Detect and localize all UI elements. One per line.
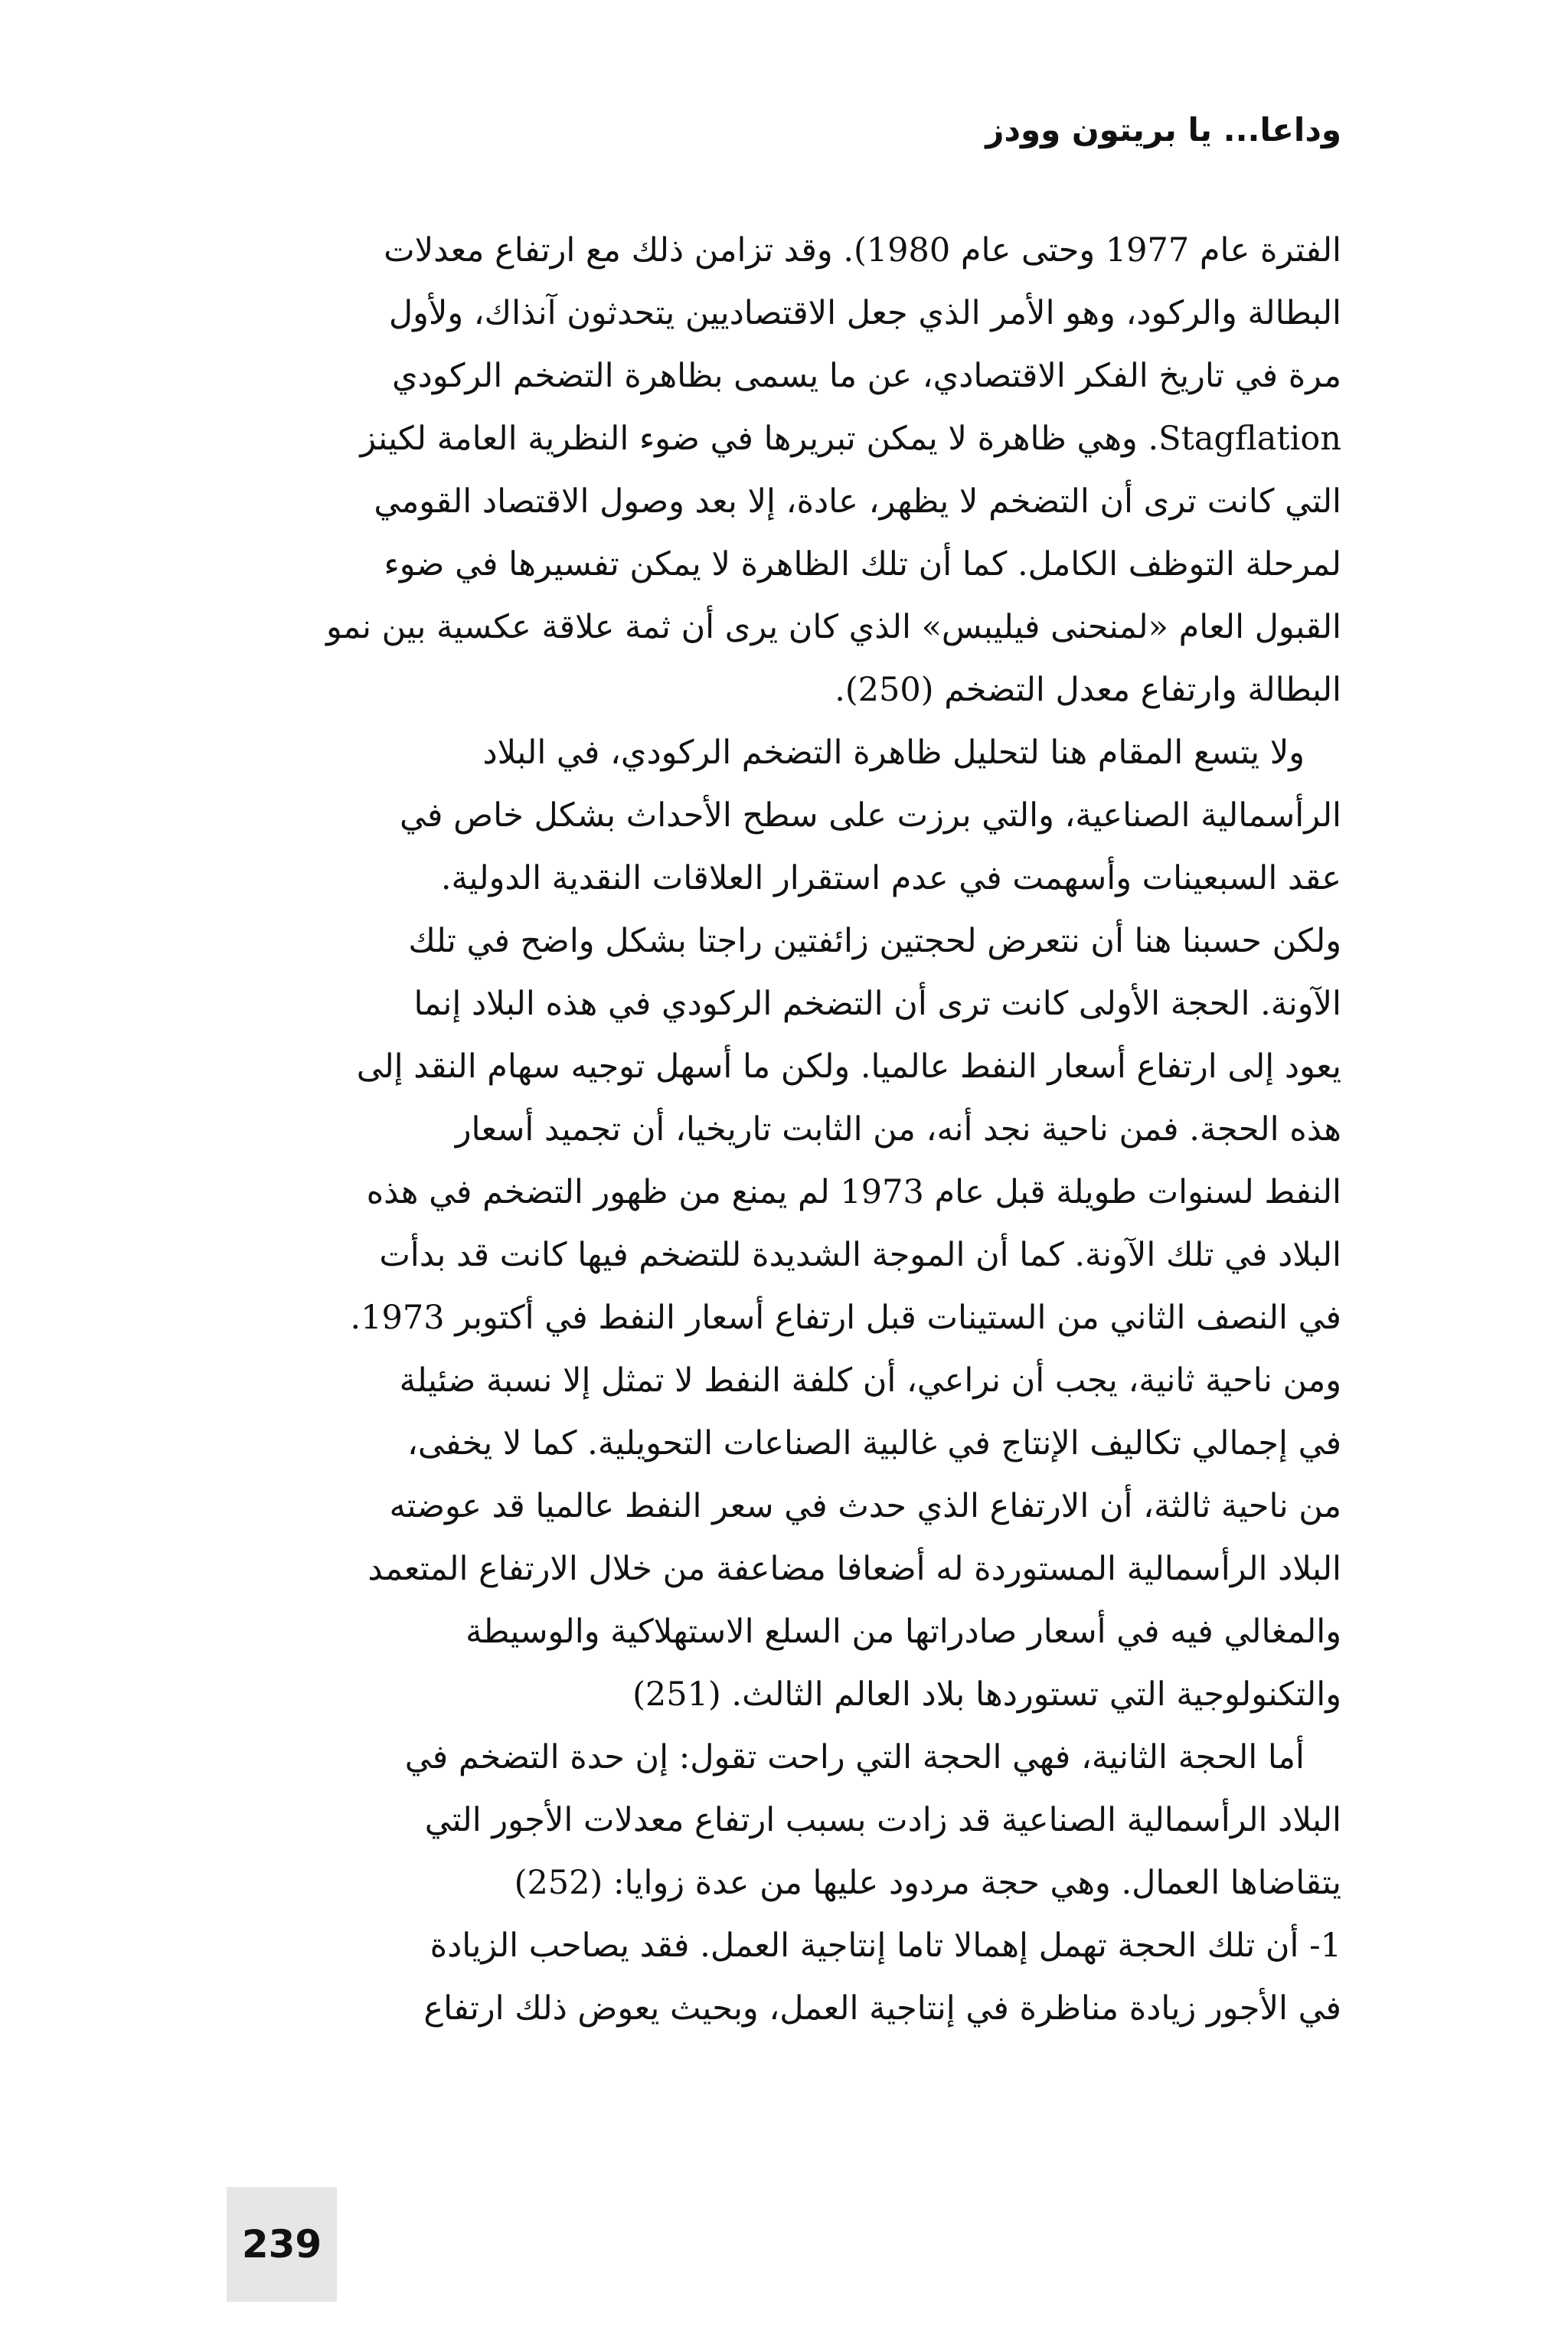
- text-line: التي كانت ترى أن التضخم لا يظهر، عادة، إلا بعد وصول الاقتصاد القومي: [374, 482, 1341, 521]
- text-line: في الأجور زيادة مناظرة في إنتاجية العمل، وبحيث يعوض ذلك ارتفاع: [423, 1989, 1341, 2028]
- text-line: أما الحجة الثانية، فهي الحجة التي راحت تقول: إن حدة التضخم في: [404, 1738, 1305, 1776]
- text-line: ولكن حسبنا هنا أن نتعرض لحجتين زائفتين راجتا بشكل واضح في تلك: [408, 922, 1341, 960]
- text-line: ولا يتسع المقام هنا لتحليل ظاهرة التضخم الركودي، في البلاد: [482, 734, 1305, 772]
- text-line: البلاد الرأسمالية الصناعية قد زادت بسبب ارتفاع معدلات الأجور التي: [424, 1801, 1341, 1839]
- text-line: ومن ناحية ثانية، يجب أن نراعي، أن كلفة النفط لا تمثل إلا نسبة ضئيلة: [399, 1361, 1341, 1400]
- text-line: عقد السبعينات وأسهمت في عدم استقرار العلاقات النقدية الدولية.: [440, 859, 1341, 897]
- text-line: والتكنولوجية التي تستوردها بلاد العالم الثالث. (251): [632, 1675, 1341, 1714]
- text-line: القبول العام «لمنحنى فيليبس» الذي كان يرى أن ثمة علاقة عكسية بين نمو: [325, 608, 1341, 646]
- text-line: مرة في تاريخ الفكر الاقتصادي، عن ما يسمى بظاهرة التضخم الركودي: [391, 357, 1341, 395]
- text-line: الرأسمالية الصناعية، والتي برزت على سطح الأحداث بشكل خاص في: [400, 796, 1341, 835]
- body-text: [227, 219, 1341, 2040]
- text-line: يعود إلى ارتفاع أسعار النفط عالميا. ولكن ما أسهل توجيه سهام النقد إلى: [356, 1048, 1341, 1086]
- text-line: البلاد الرأسمالية المستوردة له أضعافا مضاعفة من خلال الارتفاع المتعمد: [368, 1550, 1341, 1588]
- text-line: في النصف الثاني من الستينات قبل ارتفاع أسعار النفط في أكتوبر 1973.: [350, 1299, 1341, 1337]
- text-line: النفط لسنوات طويلة قبل عام 1973 لم يمنع من ظهور التضخم في هذه: [366, 1173, 1341, 1211]
- text-line: من ناحية ثالثة، أن الارتفاع الذي حدث في سعر النفط عالميا قد عوضته: [389, 1487, 1341, 1525]
- page-number: 239: [241, 2222, 322, 2267]
- text-line: الفترة عام 1977 وحتى عام 1980). وقد تزامن ذلك مع ارتفاع معدلات: [384, 231, 1341, 270]
- page-number-box: [227, 2187, 337, 2302]
- running-header: وداعا... يا بريتون وودز: [985, 111, 1341, 149]
- text-line: هذه الحجة. فمن ناحية نجد أنه، من الثابت تاريخيا، أن تجميد أسعار: [455, 1110, 1341, 1149]
- text-line: في إجمالي تكاليف الإنتاج في غالبية الصناعات التحويلية. كما لا يخفى،: [407, 1424, 1341, 1463]
- text-line: البطالة وارتفاع معدل التضخم (250).: [835, 671, 1341, 709]
- text-line: البطالة والركود، وهو الأمر الذي جعل الاقتصاديين يتحدثون آنذاك، ولأول: [388, 294, 1341, 332]
- text-line: الآونة. الحجة الأولى كانت ترى أن التضخم الركودي في هذه البلاد إنما: [413, 985, 1341, 1023]
- text-line: البلاد في تلك الآونة. كما أن الموجة الشديدة للتضخم فيها كانت قد بدأت: [379, 1236, 1341, 1274]
- text-line: Stagflation. وهي ظاهرة لا يمكن تبريرها في ضوء النظرية العامة لكينز: [360, 420, 1341, 458]
- text-line: لمرحلة التوظف الكامل. كما أن تلك الظاهرة لا يمكن تفسيرها في ضوء: [384, 545, 1341, 583]
- text-line: والمغالي فيه في أسعار صادراتها من السلع الاستهلاكية والوسيطة: [466, 1613, 1341, 1651]
- text-line: 1- أن تلك الحجة تهمل إهمالا تاما إنتاجية العمل. فقد يصاحب الزيادة: [430, 1927, 1341, 1965]
- text-line: يتقاضاها العمال. وهي حجة مردود عليها من عدة زوايا: (252): [514, 1864, 1341, 1902]
